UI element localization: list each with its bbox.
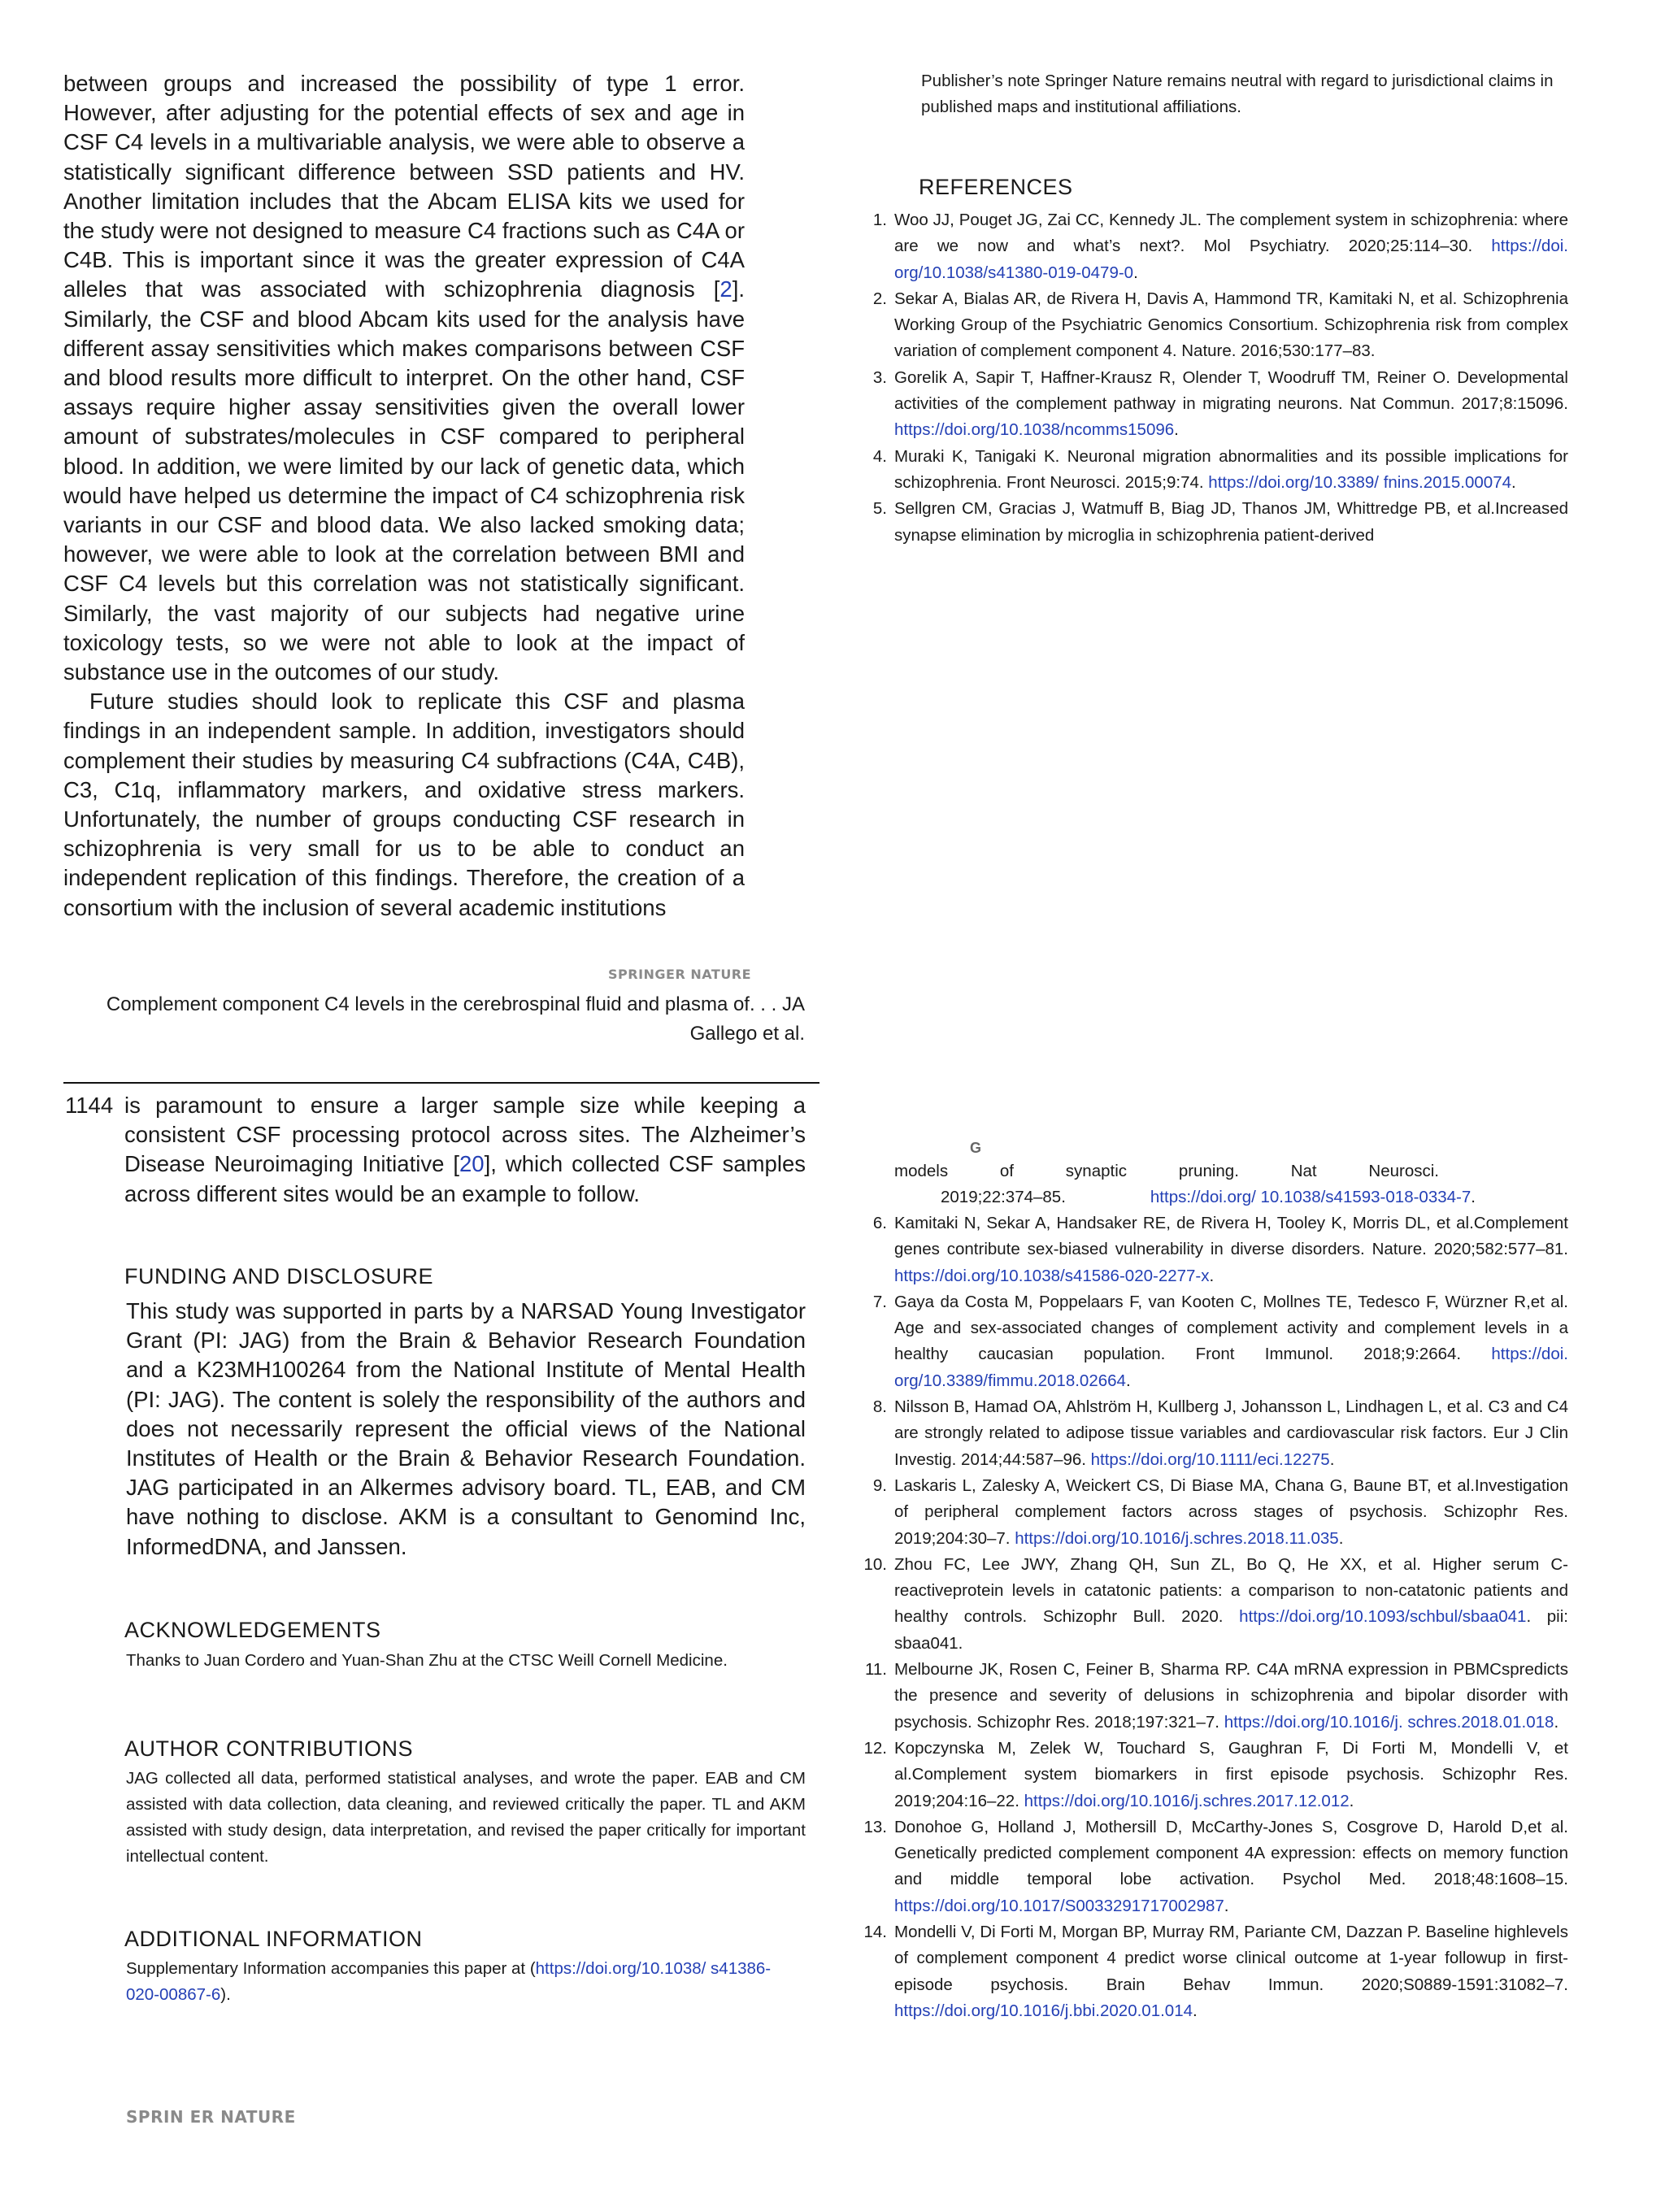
reference-text: Sellgren CM, Gracias J, Watmuff B, Biag JD, Thanos JM, Whittredge PB, et al.Increased synapse elimination by microglia in schizophrenia patient-derived — [894, 499, 1568, 545]
funding-heading: FUNDING AND DISCLOSURE — [124, 1264, 434, 1289]
reference-tail: . — [1338, 1528, 1344, 1548]
author-contributions-section — [126, 1766, 806, 1870]
reference-number: 3. — [872, 367, 887, 387]
citation-link[interactable]: 20 — [459, 1151, 485, 1177]
funding-section — [126, 1297, 806, 1562]
reference-text: Nilsson B, Hamad OA, Ahlström H, Kullberg J, Johansson L, Lindhagen L, et al. C3 and C4 are strongly related to adipose tissue variables and cardiovascular risk factors. Eur J Clin Investig. 2014;44:587–96. — [894, 1397, 1568, 1469]
reference-number: 12. — [863, 1738, 887, 1758]
left-column-top — [63, 69, 745, 923]
running-header-title-line: Complement component C4 levels in the cerebrospinal fluid and plasma of. . . JA — [106, 993, 805, 1015]
continuation-paragraph: is paramount to ensure a larger sample size while keeping a consistent CSF processing protocol across sites. The Alzheimer’s Disease Neuroimaging Initiative [20], which collected CSF samples across different sites would be an example to follow. — [124, 1093, 806, 1206]
stray-glyph: G — [970, 1140, 982, 1156]
ref5-word: Nat — [1290, 1162, 1317, 1180]
reference-text: Zhou FC, Lee JWY, Zhang QH, Sun ZL, Bo Q, He XX, et al. Higher serum C-reactiveprotein levels in catatonic patients: a comparison to non-catatonic patients and healthy controls. Schizophr Bull. 2020. — [894, 1554, 1568, 1627]
reference-text: Kopczynska M, Zelek W, Touchard S, Gaughran F, Di Forti M, Mondelli V, et al.Complement system biomarkers in first episode psychosis. Schizophr Res. 2019;204:16–22. — [894, 1738, 1568, 1810]
reference-tail: . — [1349, 1791, 1354, 1810]
reference-item — [859, 1552, 1568, 1657]
ref5-continuation — [894, 1158, 1565, 1211]
reference-text: Gaya da Costa M, Poppelaars F, van Kooten C, Mollnes TE, Tedesco F, Würzner R,et al. Age and sex-associated changes of complement activity and complement levels in a healthy caucasian population. Front Immunol. 2018;9:2664. — [894, 1292, 1568, 1364]
body-paragraph-1: between groups and increased the possibility of type 1 error. However, after adjusting for the potential effects of sex and age in CSF C4 levels in a multivariable analysis, we were able to observe a statistically significant difference between SSD patients and HV. Another limitation includes that the Abcam ELISA kits we used for the study were not designed to measure C4 fractions such as C4A or C4B. This is important since it was the greater expression of C4A alleles that was associated with schizophrenia diagnosis [2]. Similarly, the CSF and blood Abcam kits used for the analysis have different assay sensitivities which makes comparisons between CSF and blood results more difficult to interpret. On the other hand, CSF assays require higher assay sensitivities given the overall lower amount of substrates/molecules in CSF compared to peripheral blood. In addition, we were limited by our lack of genetic data, which would have helped us determine the impact of C4 schizophrenia risk variants in our CSF and blood data. We also lacked smoking data; however, we were able to look at the correlation between BMI and CSF C4 levels but this correlation was not statistically significant. Similarly, the vast majority of our subjects had negative urine toxicology tests, so we were not able to look at the impact of substance use in the outcomes of our study. — [63, 71, 745, 685]
reference-item — [859, 496, 1568, 549]
reference-text: Muraki K, Tanigaki K. Neuronal migration abnormalities and its possible implications for schizophrenia. Front Neurosci. 2015;9:74. — [894, 446, 1568, 492]
reference-number: 13. — [863, 1817, 887, 1836]
reference-number: 5. — [872, 499, 887, 519]
ref5-continuation-line1 — [894, 1158, 1439, 1184]
reference-item — [859, 365, 1568, 444]
reference-tail: . pii: sbaa041. — [894, 1607, 1568, 1653]
reference-link[interactable]: https://doi. org/10.1038/s41380-019-0479-0 — [894, 237, 1568, 282]
reference-number: 11. — [865, 1660, 887, 1680]
reference-number: 1. — [872, 211, 887, 229]
reference-link[interactable]: https://doi.org/ 10.1038/s41593-018-0334-7 — [1150, 1188, 1472, 1207]
funding-text: This study was supported in parts by a NARSAD Young Investigator Grant (PI: JAG) from the Brain & Behavior Research Foundation and a K23MH100264 from the National Institute of Mental Health (PI: JAG). The content is solely the responsibility of the authors and does not necessarily represent the official views of the National Institutes of Health or the Brain & Behavior Research Foundation. JAG participated in an Alkermes advisory board. TL, EAB, and CM have nothing to disclose. AKM is a consultant to Genomind Inc, InformedDNA, and Janssen. — [126, 1298, 806, 1559]
reference-item — [859, 1657, 1568, 1736]
reference-link[interactable]: https://doi. org/10.3389/fimmu.2018.02664 — [894, 1345, 1568, 1390]
additional-information-text: Supplementary Information accompanies this paper at (https://doi.org/10.1038/ s41386-020-00867-6). — [126, 1959, 772, 2004]
reference-tail: . — [1329, 1449, 1335, 1469]
header-rule — [63, 1082, 819, 1084]
publisher-note: Publisher’s note Springer Nature remains neutral with regard to jurisdictional claims in published maps and institutional affiliations. — [921, 72, 1554, 116]
reference-link[interactable]: https://doi.org/10.1038/ncomms15096 — [894, 420, 1175, 440]
page-number: 1144 — [65, 1093, 114, 1118]
reference-number: 6. — [872, 1214, 887, 1232]
reference-number: 9. — [872, 1475, 887, 1495]
additional-information-section — [126, 1956, 776, 2008]
reference-link[interactable]: https://doi.org/10.1111/eci.12275 — [1090, 1449, 1330, 1469]
reference-tail: . — [1133, 263, 1138, 282]
running-header-title — [65, 990, 805, 1049]
additional-information-heading: ADDITIONAL INFORMATION — [124, 1927, 423, 1951]
reference-number: 8. — [872, 1397, 887, 1417]
reference-item — [859, 1473, 1568, 1552]
references-list-top — [859, 207, 1568, 549]
ref5-word: pruning. — [1178, 1162, 1239, 1180]
running-header-authors: Gallego et al. — [689, 1023, 805, 1045]
reference-item — [859, 1736, 1568, 1814]
author-contributions-heading: AUTHOR CONTRIBUTIONS — [124, 1736, 414, 1761]
reference-item — [859, 207, 1568, 286]
ref5-word: of — [999, 1162, 1014, 1180]
references-heading: REFERENCES — [919, 175, 1073, 199]
reference-text: Laskaris L, Zalesky A, Weickert CS, Di Biase MA, Chana G, Baune BT, et al.Investigation of peripheral complement factors across stages of psychosis. Schizophr Res. 2019;204:30–7. — [894, 1475, 1568, 1548]
reference-link[interactable]: https://doi.org/10.3389/ fnins.2015.00074 — [1208, 472, 1512, 492]
reference-tail: . — [1193, 2001, 1198, 2020]
footer-springer-nature-logo: SPRIN ER NATURE — [126, 2107, 296, 2127]
ref5-continuation-line2: 2019;22:374–85. https://doi.org/ 10.1038/s41593-018-0334-7. — [941, 1188, 1476, 1207]
reference-text: Melbourne JK, Rosen C, Feiner B, Sharma RP. C4A mRNA expression in PBMCspredicts the presence and severity of delusions in schizophrenia and bipolar disorder with psychosis. Schizophr Res. 2018;197:321–7. — [894, 1660, 1568, 1732]
springer-nature-logo: SPRINGER NATURE — [608, 967, 752, 982]
reference-number: 2. — [872, 289, 887, 308]
reference-text: Woo JJ, Pouget JG, Zai CC, Kennedy JL. The complement system in schizophrenia: where are we now and what’s next?. Mol Psychiatry. 2020;25:114–30. — [894, 211, 1568, 256]
acknowledgements-text: Thanks to Juan Cordero and Yuan-Shan Zhu at the CTSC Weill Cornell Medicine. — [126, 1651, 728, 1670]
body-paragraph-2: Future studies should look to replicate this CSF and plasma findings in an independent sample. In addition, investigators should complement their studies by measuring C4 subfractions (C4A, C4B), C3, C1q, inflammatory markers, and oxidative stress markers. Unfortunately, the number of groups conducting CSF research in schizophrenia is very small for us to be able to conduct an independent replication of this findings. Therefore, the creation of a consortium with the inclusion of several academic institutions — [63, 689, 745, 920]
reference-number: 10. — [863, 1554, 887, 1574]
reference-tail: . — [1125, 1371, 1131, 1390]
ref5-word: synaptic — [1065, 1162, 1128, 1180]
reference-tail: . — [1174, 420, 1179, 440]
ref5-word: Neurosci. — [1368, 1162, 1439, 1180]
reference-text: Gorelik A, Sapir T, Haffner-Krausz R, Olender T, Woodruff TM, Reiner O. Developmental activities of the complement pathway in migrating neurons. Nat Commun. 2017;8:15096. — [894, 367, 1568, 414]
reference-tail: . — [1511, 472, 1516, 492]
reference-link[interactable]: https://doi.org/10.1016/j.schres.2017.12.012 — [1024, 1791, 1350, 1810]
references-list-bottom — [859, 1210, 1568, 2024]
reference-item — [859, 286, 1568, 365]
reference-tail: . — [1209, 1266, 1215, 1285]
supplementary-link[interactable]: https://doi.org/10.1038/ s41386-020-00867-6 — [126, 1959, 772, 2004]
reference-link[interactable]: https://doi.org/10.1016/j.schres.2018.11.035 — [1015, 1528, 1339, 1548]
reference-item — [859, 1394, 1568, 1473]
reference-tail: . — [1224, 1896, 1229, 1915]
reference-text: Sekar A, Bialas AR, de Rivera H, Davis A, Hammond TR, Kamitaki N, et al. Schizophrenia Working Group of the Psychiatric Genomics Consortium. Schizophrenia risk from complex variation of complement component 4. Nature. 2016;530:177–83. — [894, 289, 1568, 361]
reference-item — [859, 444, 1568, 497]
reference-item — [859, 1289, 1568, 1394]
citation-link[interactable]: 2 — [719, 276, 733, 302]
reference-item — [859, 1814, 1568, 1919]
reference-link[interactable]: https://doi.org/10.1038/s41586-020-2277-x — [894, 1266, 1210, 1285]
ref5-word: models — [894, 1162, 949, 1180]
reference-number: 7. — [872, 1292, 887, 1311]
reference-tail: . — [1554, 1712, 1559, 1732]
acknowledgements-heading: ACKNOWLEDGEMENTS — [124, 1618, 381, 1642]
reference-text: Kamitaki N, Sekar A, Handsaker RE, de Rivera H, Tooley K, Morris DL, et al.Complement genes contribute sex-biased vulnerability in diverse disorders. Nature. 2020;582:577–81. — [894, 1214, 1568, 1259]
reference-number: 14. — [863, 1923, 887, 1942]
reference-text: Mondelli V, Di Forti M, Morgan BP, Murray RM, Pariante CM, Dazzan P. Baseline highlevels of complement component 4 predict worse clinical outcome at 1-year followup in first-episode psychosis. Brain Behav Immun. 2020;S0889-1591:31082–7. — [894, 1923, 1568, 1994]
author-contributions-text: JAG collected all data, performed statistical analyses, and wrote the paper. EAB and CM assisted with data collection, data cleaning, and reviewed critically the paper. TL and AKM assisted with study design, data interpretation, and revised the paper critically for important intellectual content. — [126, 1769, 806, 1866]
reference-number: 4. — [872, 446, 887, 466]
reference-link[interactable]: https://doi.org/10.1093/schbul/sbaa041 — [1239, 1607, 1527, 1627]
acknowledgements-section — [126, 1648, 806, 1674]
reference-text: Donohoe G, Holland J, Mothersill D, McCarthy-Jones S, Cosgrove D, Harold D,et al. Genetically predicted complement component 4A expression: effects on memory function and middle temporal lobe activation. Psychol Med. 2018;48:1608–15. — [894, 1817, 1568, 1889]
reference-link[interactable]: https://doi.org/10.1017/S0033291717002987 — [894, 1896, 1224, 1915]
reference-item — [859, 1919, 1568, 2024]
reference-link[interactable]: https://doi.org/10.1016/j.bbi.2020.01.014 — [894, 2001, 1193, 2020]
reference-item — [859, 1210, 1568, 1289]
reference-link[interactable]: https://doi.org/10.1016/j. schres.2018.01.018 — [1224, 1712, 1554, 1732]
